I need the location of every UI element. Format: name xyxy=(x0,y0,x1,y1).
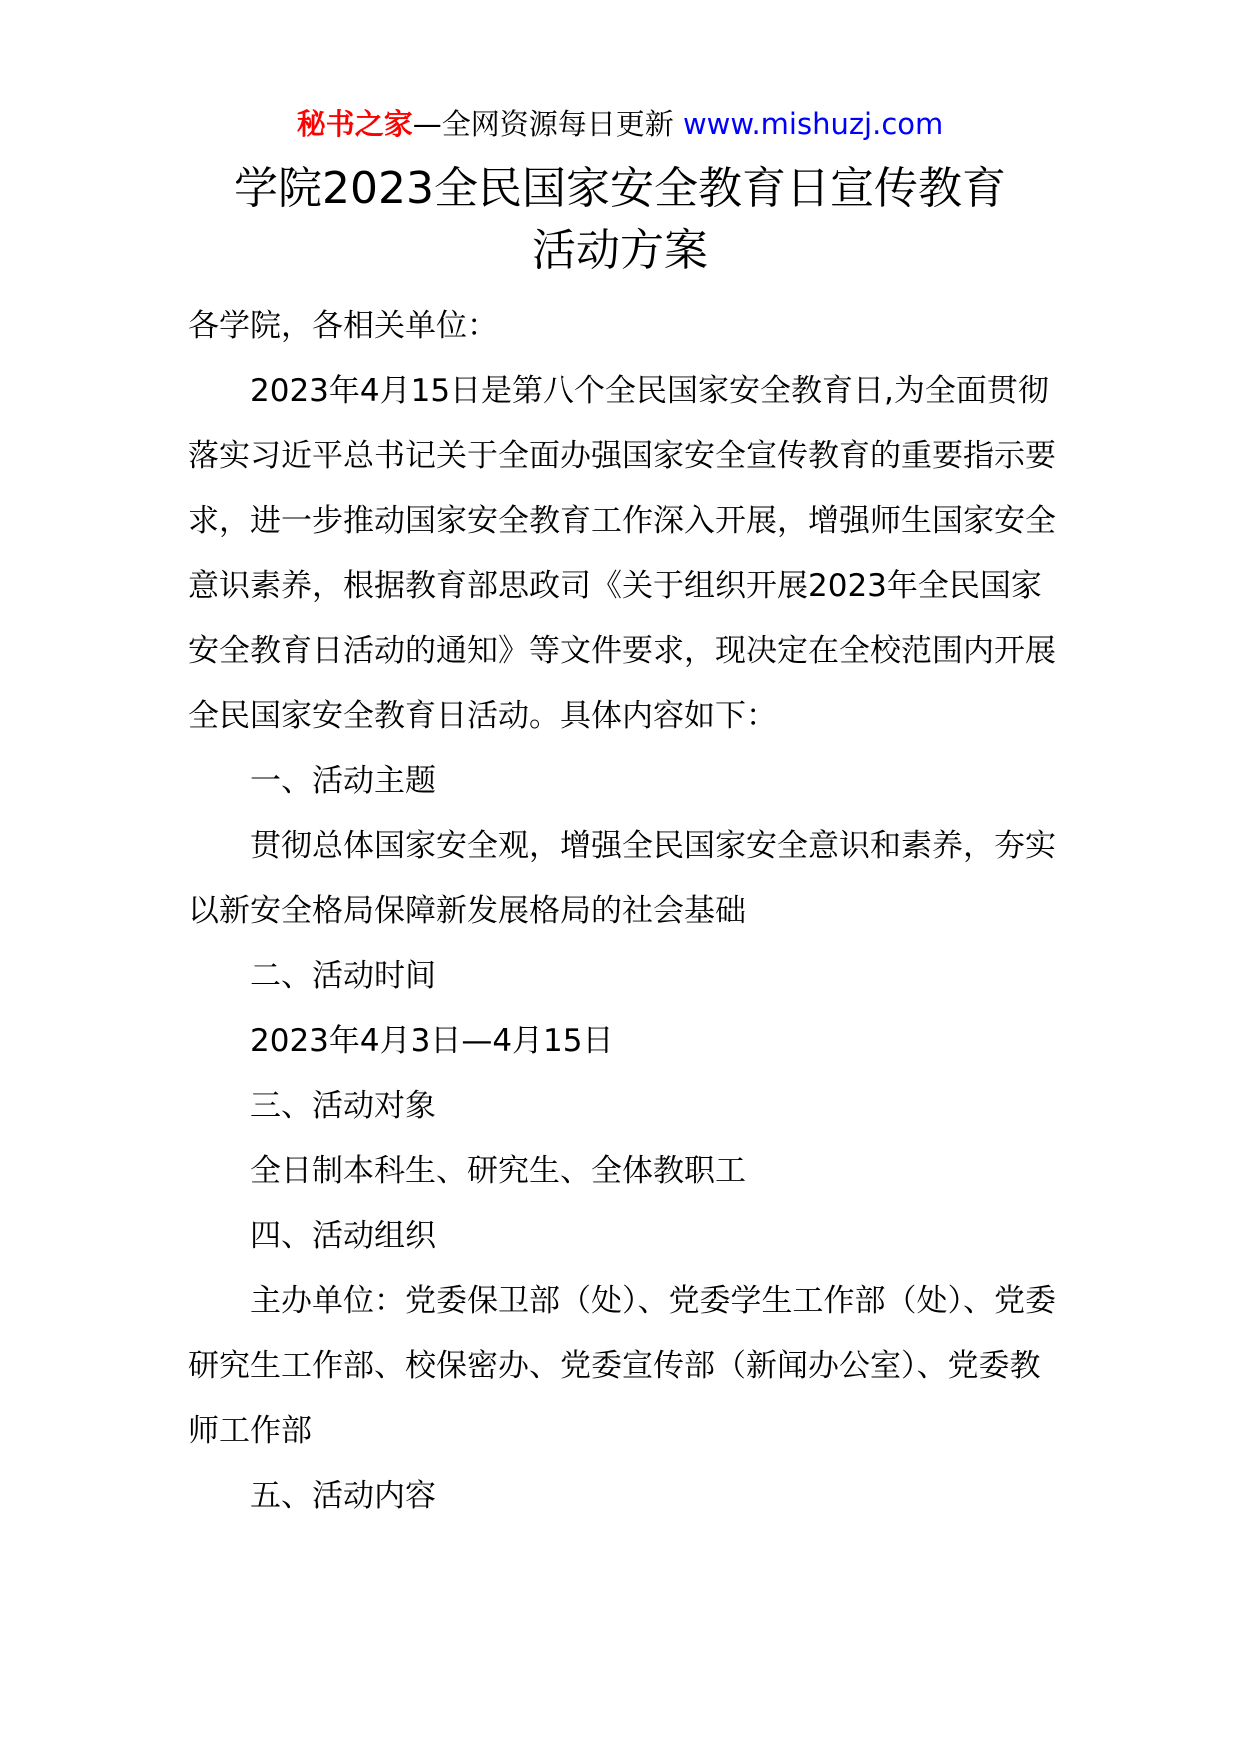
section-content-time: 2023年4月3日—4月15日 xyxy=(250,1023,614,1059)
salutation: 各学院，各相关单位： xyxy=(188,308,498,344)
watermark-header xyxy=(0,104,1240,144)
document-title xyxy=(140,158,1100,282)
section-heading-content: 五、活动内容 xyxy=(250,1478,436,1514)
document-body xyxy=(188,294,1058,1529)
section-content-organization: 主办单位：党委保卫部（处）、党委学生工作部（处）、党委研究生工作部、校保密办、党委宣传部（新闻办公室）、党委教师工作部 xyxy=(188,1283,1056,1449)
section-heading-organization: 四、活动组织 xyxy=(250,1218,436,1254)
header-brand: 秘书之家 xyxy=(296,107,413,141)
section-heading-audience: 三、活动对象 xyxy=(250,1088,436,1124)
section-content-audience: 全日制本科生、研究生、全体教职工 xyxy=(250,1153,746,1189)
section-content-theme: 贯彻总体国家安全观，增强全民国家安全意识和素养，夯实以新安全格局保障新发展格局的社会基础 xyxy=(188,828,1056,929)
section-heading-time: 二、活动时间 xyxy=(250,958,436,994)
intro-paragraph: 2023年4月15日是第八个全民国家安全教育日,为全面贯彻落实习近平总书记关于全面办强国家安全宣传教育的重要指示要求，进一步推动国家安全教育工作深入开展，增强师生国家安全意识素养，根据教育部思政司《关于组织开展2023年全民国家安全教育日活动的通知》等文件要求，现决定在全校范围内开展全民国家安全教育日活动。具体内容如下： xyxy=(188,373,1056,734)
title-line-2: 活动方案 xyxy=(532,225,708,276)
title-line-1: 学院2023全民国家安全教育日宣传教育 xyxy=(234,163,1006,214)
header-url[interactable]: www.mishuzj.com xyxy=(682,107,944,141)
header-tagline: —全网资源每日更新 xyxy=(412,107,674,141)
section-heading-theme: 一、活动主题 xyxy=(250,763,436,799)
